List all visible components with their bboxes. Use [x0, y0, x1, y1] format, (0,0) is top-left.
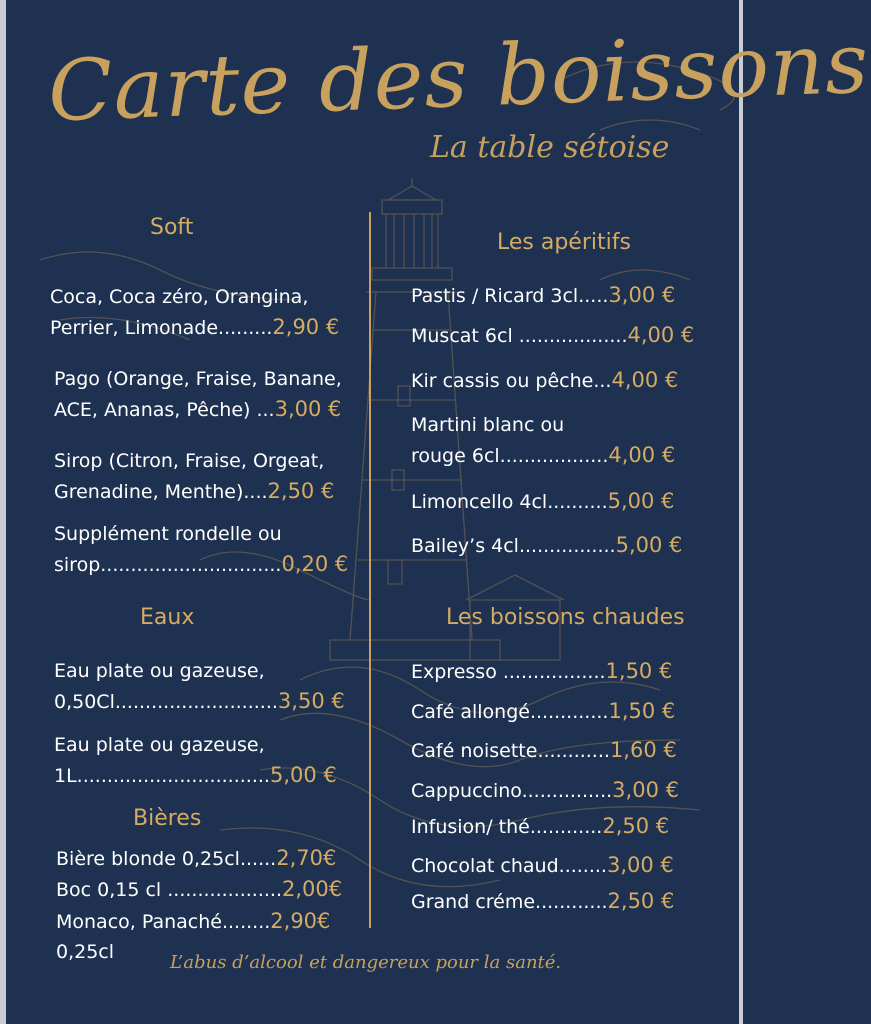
menu-item	[411, 656, 672, 687]
item-label: Monaco, Panaché........	[56, 911, 271, 933]
menu-item	[54, 656, 345, 717]
item-label: Sirop (Citron, Fraise, Orgeat,	[54, 450, 325, 472]
item-price: 3,00 €	[612, 778, 679, 802]
item-price: 2,90€	[270, 909, 331, 933]
menu-item	[56, 874, 342, 905]
menu-item	[411, 486, 674, 517]
item-label: sirop..............................	[54, 554, 282, 576]
item-label: Eau plate ou gazeuse,	[54, 660, 265, 682]
item-label: Cappuccino...............	[411, 780, 613, 802]
title-block	[40, 13, 871, 178]
page-edge-right	[739, 0, 743, 1024]
item-label: Supplément rondelle ou	[54, 523, 282, 545]
item-price: 5,00 €	[607, 489, 675, 513]
menu-item	[411, 280, 675, 311]
section-title-chaudes: Les boissons chaudes	[446, 605, 685, 630]
section-title-soft: Soft	[150, 215, 194, 240]
menu-item	[411, 811, 669, 842]
item-label: Eau plate ou gazeuse,	[54, 734, 265, 756]
page-subtitle: La table sétoise	[430, 130, 670, 165]
menu-item	[411, 850, 674, 881]
section-title-bieres: Bières	[133, 806, 202, 831]
item-price: 0,20 €	[281, 552, 349, 576]
item-price: 3,00 €	[608, 283, 676, 307]
page-edge-left	[0, 0, 6, 1024]
item-price: 2,00€	[282, 877, 343, 901]
health-warning: L’abus d’alcool et dangereux pour la santé.	[170, 952, 562, 973]
item-label: Bailey’s 4cl................	[411, 535, 616, 557]
item-label: Chocolat chaud........	[411, 855, 607, 877]
menu-item	[411, 410, 675, 471]
menu-item	[411, 735, 677, 766]
menu-item	[411, 775, 679, 806]
item-label: rouge 6cl..................	[411, 445, 609, 467]
item-label: Expresso .................	[411, 661, 606, 683]
item-label: Coca, Coca zéro, Orangina,	[50, 286, 309, 308]
item-price: 3,00 €	[606, 853, 674, 877]
item-price: 1,60 €	[609, 738, 677, 762]
menu-item	[56, 843, 336, 874]
item-label: 0,50Cl...........................	[54, 691, 278, 713]
item-label: Pastis / Ricard 3cl.....	[411, 285, 609, 307]
item-price: 1,50 €	[605, 659, 673, 683]
item-price: 2,70€	[276, 846, 337, 870]
item-label: Perrier, Limonade.........	[50, 317, 273, 339]
page-title: Carte des boissons	[46, 13, 871, 141]
menu-item	[411, 696, 675, 727]
item-label: Pago (Orange, Fraise, Banane,	[54, 368, 342, 390]
item-price: 4,00 €	[627, 323, 695, 347]
section-title-eaux: Eaux	[140, 605, 195, 630]
menu-item	[50, 282, 339, 343]
item-price: 2,50 €	[602, 814, 670, 838]
section-title-aperitifs: Les apéritifs	[497, 230, 631, 255]
item-label: Grenadine, Menthe)....	[54, 481, 268, 503]
item-price: 4,00 €	[608, 443, 676, 467]
item-label: Boc 0,15 cl ...................	[56, 879, 283, 901]
item-label: Café noisette............	[411, 740, 610, 762]
menu-item	[54, 364, 342, 425]
item-label: Limoncello 4cl..........	[411, 491, 608, 513]
item-label: Infusion/ thé............	[411, 816, 603, 838]
menu-item	[54, 730, 337, 791]
item-label: 0,25cl	[56, 941, 115, 963]
item-label: 1L................................	[54, 765, 270, 787]
item-label: Kir cassis ou pêche...	[411, 370, 612, 392]
item-label: Grand créme............	[411, 891, 608, 913]
menu-item	[411, 320, 694, 351]
item-price: 3,00 €	[274, 397, 342, 421]
item-price: 4,00 €	[611, 368, 679, 392]
menu-item	[54, 446, 334, 507]
item-label: Bière blonde 0,25cl......	[56, 848, 277, 870]
item-price: 2,90 €	[272, 315, 340, 339]
item-price: 3,50 €	[277, 689, 345, 713]
item-label: Café allongé.............	[411, 701, 609, 723]
menu-item	[54, 519, 348, 580]
menu-item	[411, 530, 682, 561]
item-label: Martini blanc ou	[411, 414, 565, 436]
menu-item	[411, 365, 678, 396]
item-label: Muscat 6cl ..................	[411, 325, 628, 347]
item-price: 5,00 €	[269, 763, 337, 787]
column-divider	[369, 212, 371, 928]
item-label: ACE, Ananas, Pêche) ...	[54, 399, 275, 421]
item-price: 5,00 €	[615, 533, 683, 557]
menu-item	[411, 886, 674, 917]
item-price: 2,50 €	[267, 479, 335, 503]
item-price: 2,50 €	[607, 889, 675, 913]
item-price: 1,50 €	[608, 699, 676, 723]
